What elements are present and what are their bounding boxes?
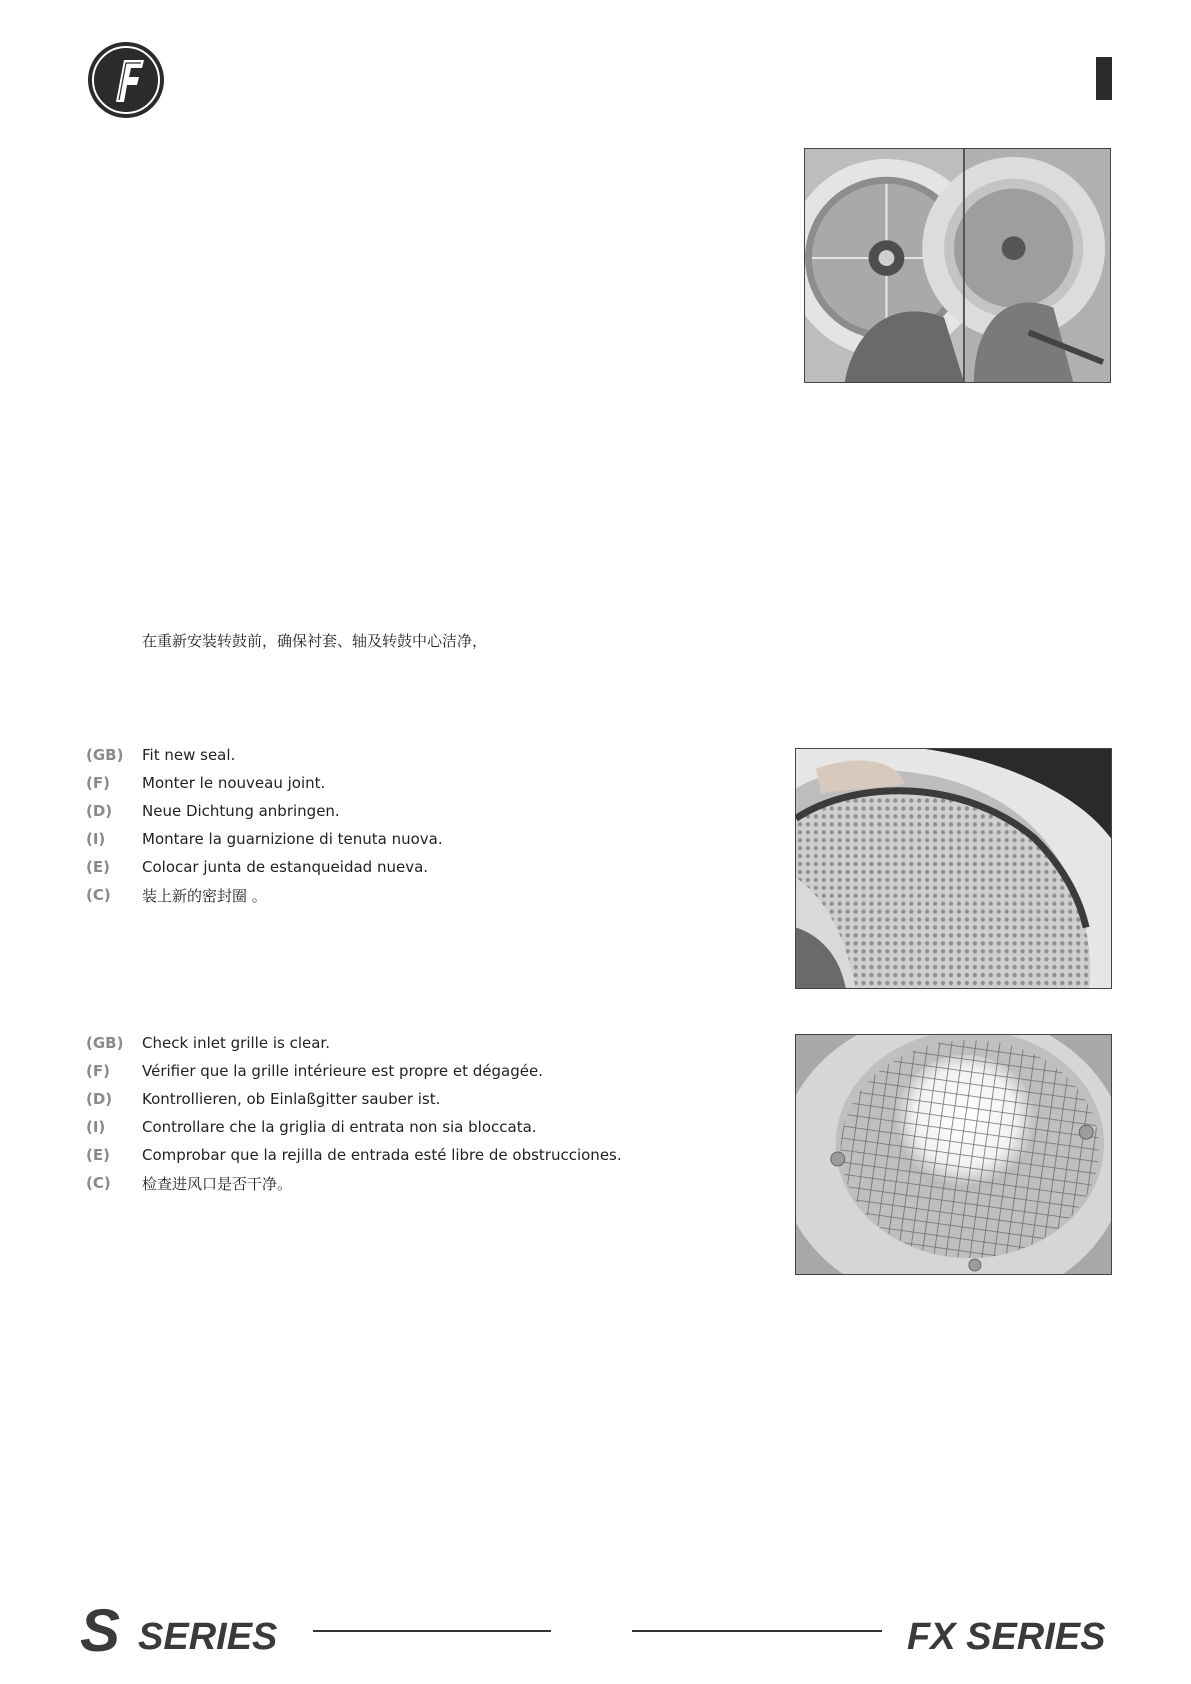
fx-series-label: FX SERIES bbox=[907, 1616, 1106, 1657]
instruction-text: Comprobar que la rejilla de entrada esté libre de obstrucciones. bbox=[142, 1146, 622, 1164]
instruction-text: Montare la guarnizione di tenuta nuova. bbox=[142, 830, 443, 848]
lang-row bbox=[86, 1029, 622, 1057]
instruction-text: Neue Dichtung anbringen. bbox=[142, 802, 340, 820]
lang-code: (GB) bbox=[86, 1034, 124, 1052]
instruction-text: Monter le nouveau joint. bbox=[142, 774, 326, 792]
lang-row bbox=[86, 1085, 622, 1113]
lang-row bbox=[86, 881, 443, 909]
chinese-note: 在重新安装转鼓前，确保衬套、轴及转鼓中心洁净， bbox=[142, 632, 488, 650]
s-series-logo bbox=[80, 1603, 285, 1657]
s-series-label: SERIES bbox=[138, 1616, 278, 1657]
footer-rule-left bbox=[313, 1630, 551, 1632]
instruction-text: Vérifier que la grille intérieure est propre et dégagée. bbox=[142, 1062, 543, 1080]
lang-code: (D) bbox=[86, 1090, 113, 1108]
instruction-text: Kontrollieren, ob Einlaßgitter sauber ist. bbox=[142, 1090, 441, 1108]
lang-row bbox=[86, 797, 443, 825]
lang-row bbox=[86, 1113, 622, 1141]
instruction-text: Controllare che la griglia di entrata non sia bloccata. bbox=[142, 1118, 537, 1136]
lang-row bbox=[86, 825, 443, 853]
seal-instructions bbox=[86, 741, 443, 909]
photo-inlet-grille bbox=[795, 1034, 1112, 1275]
lang-code: (I) bbox=[86, 1118, 106, 1136]
lang-row bbox=[86, 769, 443, 797]
s-series-letter: S bbox=[80, 1603, 121, 1657]
grille-instructions bbox=[86, 1029, 622, 1197]
lang-code: (I) bbox=[86, 830, 106, 848]
brand-logo bbox=[86, 40, 166, 120]
lang-code: (C) bbox=[86, 1174, 111, 1192]
lang-row bbox=[86, 741, 443, 769]
fx-series-logo bbox=[903, 1603, 1113, 1657]
lang-code: (F) bbox=[86, 774, 110, 792]
lang-row bbox=[86, 1057, 622, 1085]
instruction-text: Colocar junta de estanqueidad nueva. bbox=[142, 858, 429, 876]
lang-row bbox=[86, 1141, 622, 1169]
lang-code: (E) bbox=[86, 1146, 110, 1164]
page-marker-bar bbox=[1096, 57, 1112, 100]
lang-row bbox=[86, 1169, 622, 1197]
instruction-text: 检查进风口是否干净。 bbox=[142, 1174, 293, 1193]
footer-rule-right bbox=[632, 1630, 882, 1632]
lang-code: (D) bbox=[86, 802, 113, 820]
instruction-text: 装上新的密封圈 。 bbox=[142, 886, 267, 905]
instruction-text: Fit new seal. bbox=[142, 746, 236, 764]
lang-row bbox=[86, 853, 443, 881]
lang-code: (C) bbox=[86, 886, 111, 904]
lang-code: (E) bbox=[86, 858, 110, 876]
photo-seal-fitting bbox=[795, 748, 1112, 989]
photo-drum-hub bbox=[804, 148, 1111, 383]
lang-code: (GB) bbox=[86, 746, 124, 764]
instruction-text: Check inlet grille is clear. bbox=[142, 1034, 330, 1052]
lang-code: (F) bbox=[86, 1062, 110, 1080]
